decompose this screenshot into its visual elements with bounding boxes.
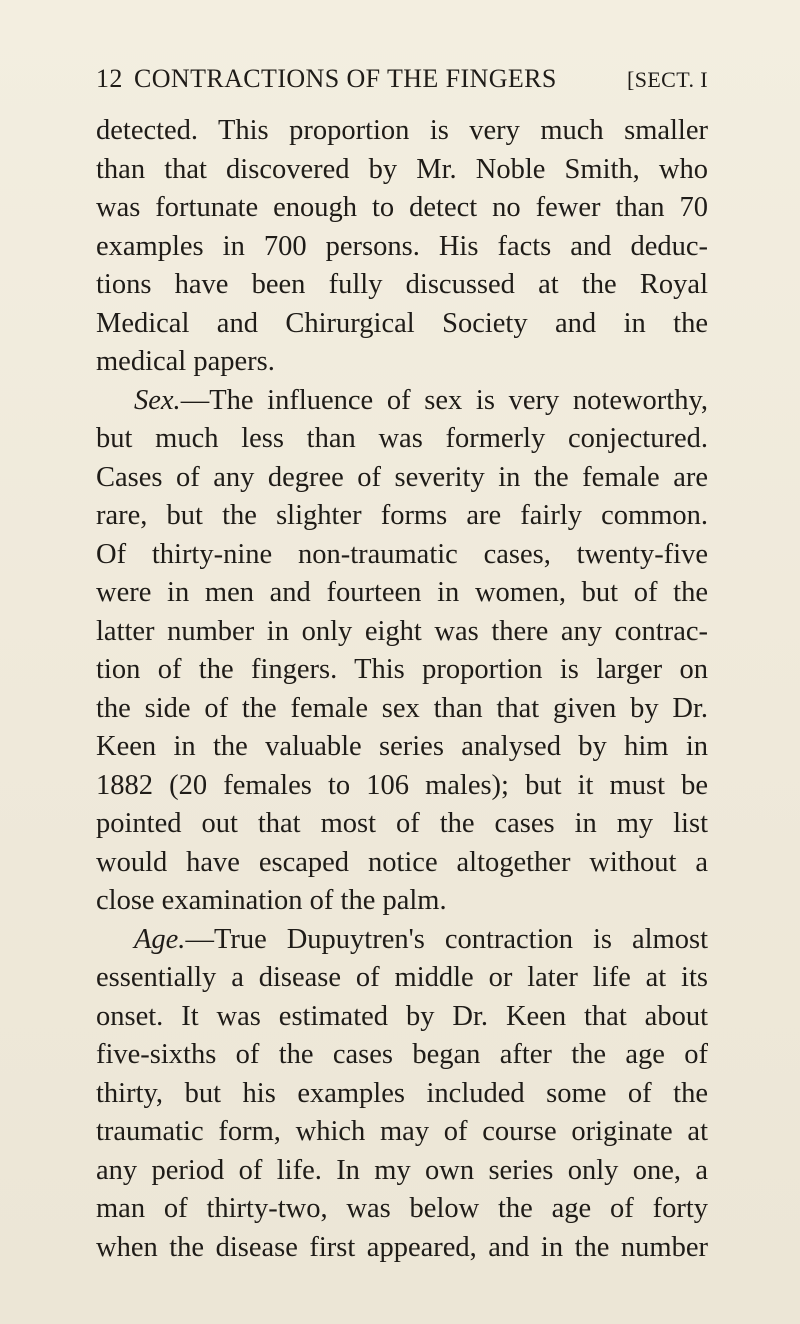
text-line <box>96 497 708 536</box>
text-line <box>96 651 708 690</box>
line-text: tion of the fingers. This proportion is larger on <box>96 654 708 685</box>
text-line <box>96 420 708 459</box>
line-text: tions have been fully discussed at the Royal <box>96 269 708 300</box>
text-line <box>96 1229 708 1268</box>
line-text: Medical and Chirurgical Society and in the <box>96 307 708 339</box>
line-text: 1882 (20 females to 106 males); but it must be <box>96 769 708 801</box>
section-label: [SECT. I <box>626 67 708 92</box>
line-text: —True Dupuytren's contraction is almost <box>185 923 708 955</box>
line-text: five-sixths of the cases began after the age of <box>96 1039 708 1070</box>
line-text: medical papers. <box>96 346 275 377</box>
line-text: Keen in the valuable series analysed by him in <box>96 731 708 762</box>
line-text: but much less than was formerly conjectured. <box>96 423 708 454</box>
line-text: was fortunate enough to detect no fewer than 70 <box>96 192 708 223</box>
text-line <box>96 459 708 498</box>
line-text: pointed out that most of the cases in my list <box>96 808 708 839</box>
line-text: onset. It was estimated by Dr. Keen that about <box>96 1000 708 1032</box>
text-line <box>96 574 708 613</box>
paragraph-heading: Sex. <box>134 384 181 416</box>
text-line <box>96 959 708 998</box>
line-text: than that discovered by Mr. Noble Smith, who <box>96 153 708 185</box>
text-line <box>96 343 708 382</box>
text-line <box>96 728 708 767</box>
paragraph-first-line <box>96 382 708 421</box>
running-head <box>96 64 708 102</box>
text-line <box>96 1075 708 1114</box>
text-line <box>96 1152 708 1191</box>
text-line <box>96 998 708 1037</box>
line-text: thirty, but his examples included some of the <box>96 1077 708 1109</box>
text-line <box>96 844 708 883</box>
body-text <box>96 112 708 1267</box>
line-text: —The influence of sex is very noteworthy, <box>180 384 708 416</box>
line-text: any period of life. In my own series only one, a <box>96 1154 708 1186</box>
line-text: man of thirty-two, was below the age of forty <box>96 1193 708 1224</box>
text-line <box>96 690 708 729</box>
text-line <box>96 1190 708 1229</box>
line-text: the side of the female sex than that given by Dr. <box>96 692 708 724</box>
text-line <box>96 767 708 806</box>
text-line <box>96 228 708 267</box>
line-text: essentially a disease of middle or later life at its <box>96 962 708 993</box>
line-text: detected. This proportion is very much smaller <box>96 115 708 146</box>
text-line <box>96 151 708 190</box>
line-text: Of thirty-nine non-traumatic cases, twenty-five <box>96 538 708 570</box>
paragraph-first-line <box>96 921 708 960</box>
text-line <box>96 536 708 575</box>
text-line <box>96 882 708 921</box>
line-text: examples in 700 persons. His facts and deduc- <box>96 230 708 262</box>
page-number: 12 <box>96 64 123 93</box>
line-text: latter number in only eight was there any contrac- <box>96 615 708 647</box>
line-text: when the disease first appeared, and in the number <box>96 1231 708 1263</box>
text-line <box>96 266 708 305</box>
line-text: rare, but the slighter forms are fairly common. <box>96 500 708 531</box>
text-line <box>96 805 708 844</box>
text-line <box>96 189 708 228</box>
paragraph-heading: Age. <box>134 923 186 955</box>
line-text: Cases of any degree of severity in the female are <box>96 461 708 493</box>
text-line <box>96 1036 708 1075</box>
text-line <box>96 613 708 652</box>
text-line <box>96 305 708 344</box>
line-text: traumatic form, which may of course originate at <box>96 1116 708 1147</box>
line-text: close examination of the palm. <box>96 885 447 916</box>
running-title: CONTRACTIONS OF THE FINGERS <box>134 64 557 93</box>
line-text: would have escaped notice altogether without a <box>96 846 708 878</box>
line-text: were in men and fourteen in women, but of the <box>96 577 708 608</box>
text-line <box>96 1113 708 1152</box>
text-line <box>96 112 708 151</box>
